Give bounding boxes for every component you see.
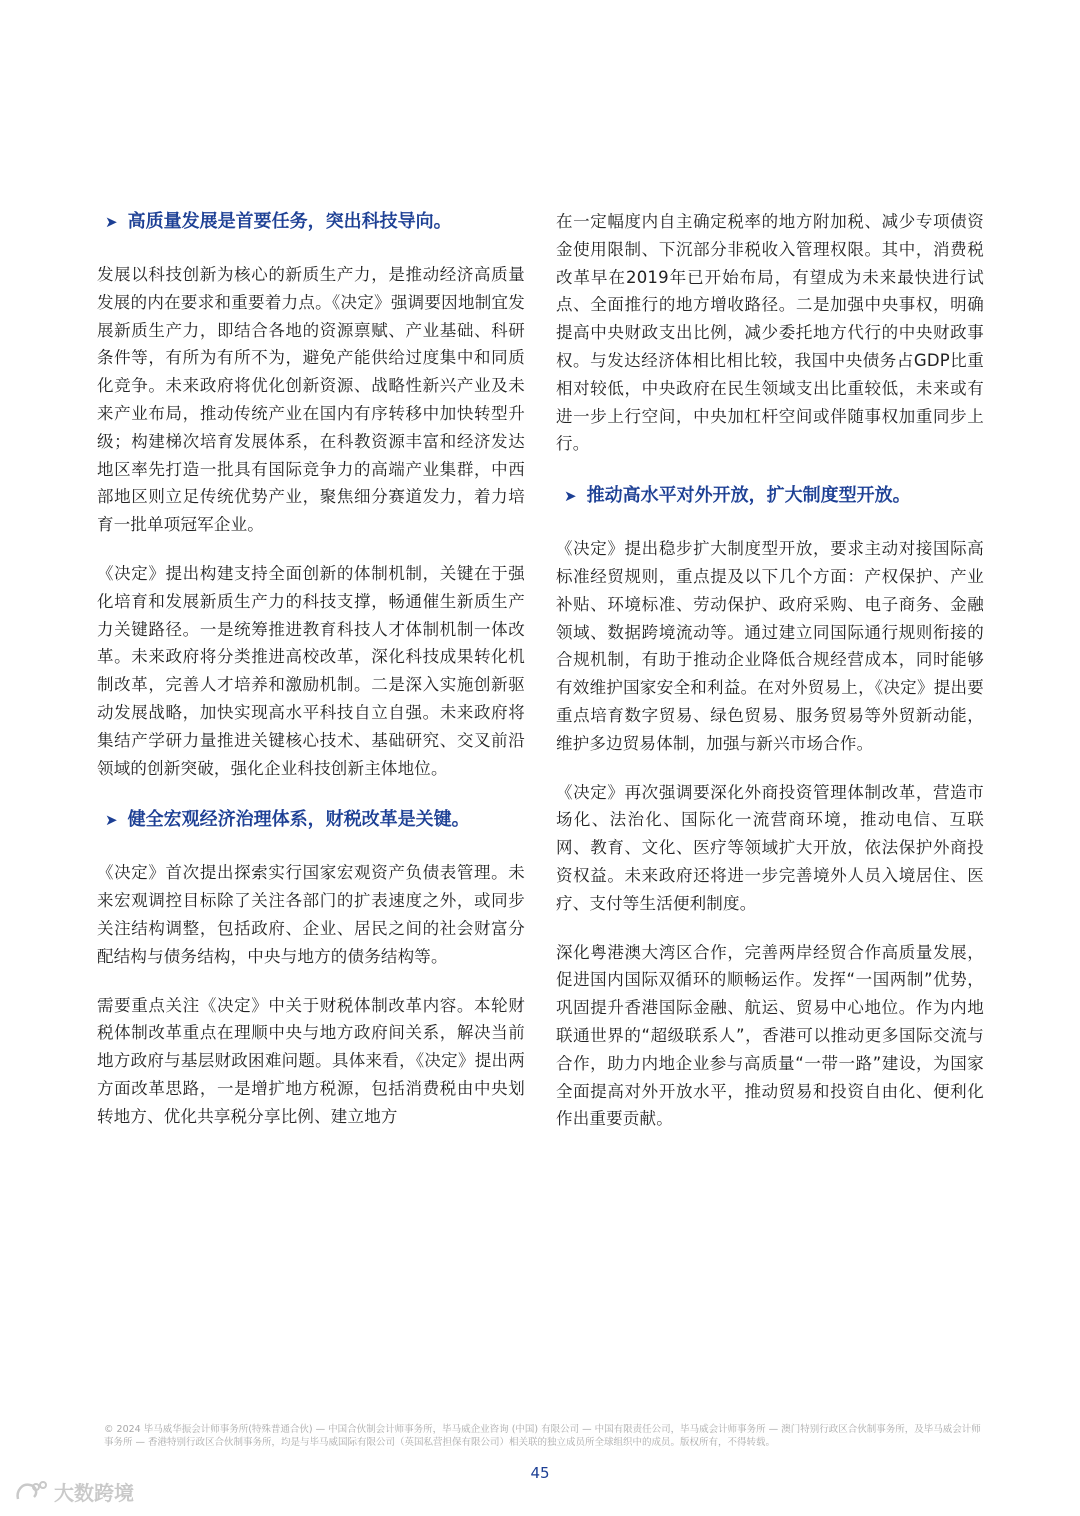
watermark — [14, 1477, 134, 1506]
chevron-right-icon: ➤ — [105, 213, 118, 231]
section-heading-macro-governance — [97, 803, 525, 837]
paragraph: 《决定》提出稳步扩大制度型开放，要求主动对接国际高标准经贸规则，重点提及以下几个方面：产权保护、产业补贴、环境标准、劳动保护、政府采购、电子商务、金融领域、数据跨境流动等。通过建立同国际通行规则衔接的合规机制，有助于推动企业降低合规经营成本，同时能够有效维护国家安全和利益。在对外贸易上，《决定》提出要重点培育数字贸易、绿色贸易、服务贸易等外贸新动能，维护多边贸易体制，加强与新兴市场合作。 — [556, 539, 984, 753]
heading-text: 健全宏观经济治理体系，财税改革是关键。 — [127, 809, 470, 831]
paragraph: 在一定幅度内自主确定税率的地方附加税、减少专项债资金使用限制、下沉部分非税收入管理权限。其中，消费税改革早在2019年已开始布局，有望成为未来最快进行试点、全面推行的地方增收路径。二是加强中央事权，明确提高中央财政支出比例，减少委托地方代行的中央财政事权。与发达经济体相比相比较，我国中央债务占GDP比重相对较低，中央政府在民生领域支出比重较低，未来或有进一步上行空间，中央加杠杆空间或伴随事权加重同步上行。 — [556, 212, 984, 454]
left-column — [97, 205, 525, 1152]
paragraph: 《决定》首次提出探索实行国家宏观资产负债表管理。未来宏观调控目标除了关注各部门的扩表速度之外，或同步关注结构调整，包括政府、企业、居民之间的社会财富分配结构与债务结构，中央与地方的债务结构等。 — [97, 863, 525, 966]
paragraph: 需要重点关注《决定》中关于财税体制改革内容。本轮财税体制改革重点在理顺中央与地方政府间关系，解决当前地方政府与基层财政困难问题。具体来看，《决定》提出两方面改革思路，一是增扩地方税源，包括消费税由中央划转地方、优化共享税分享比例、建立地方 — [97, 995, 525, 1126]
heading-text: 推动高水平对外开放，扩大制度型开放。 — [586, 485, 911, 507]
paragraph: 深化粤港澳大湾区合作，完善两岸经贸合作高质量发展，促进国内国际双循环的顺畅运作。发挥“一国两制”优势，巩固提升香港国际金融、航运、贸易中心地位。作为内地联通世界的“超级联系人”，香港可以推动更多国际交流与合作，助力内地企业参与高质量“一带一路”建设，为国家全面提高对外开放水平，推动贸易和投资自由化、便利化作出重要贡献。 — [556, 942, 984, 1129]
watermark-logo-icon — [14, 1479, 48, 1505]
right-column — [556, 208, 984, 1154]
paragraph: 发展以科技创新为核心的新质生产力，是推动经济高质量发展的内在要求和重要着力点。《决定》强调要因地制宜发展新质生产力，即结合各地的资源禀赋、产业基础、科研条件等，有所为有所不为，避免产能供给过度集中和同质化竞争。未来政府将优化创新资源、战略性新兴产业及未来产业布局，推动传统产业在国内有序转移中加快转型升级；构建梯次培育发展体系，在科教资源丰富和经济发达地区率先打造一批具有国际竞争力的高端产业集群，中西部地区则立足传统优势产业，聚焦细分赛道发力，着力培育一批单项冠军企业。 — [97, 265, 525, 535]
page-number: 45 — [530, 1464, 550, 1482]
watermark-text: 大数跨境 — [54, 1481, 134, 1505]
paragraph: 《决定》再次强调要深化外商投资管理体制改革，营造市场化、法治化、国际化一流营商环境，推动电信、互联网、教育、文化、医疗等领域扩大开放，依法保护外商投资权益。未来政府还将进一步完善境外人员入境居住、医疗、支付等生活便利制度。 — [556, 782, 984, 913]
section-heading-high-quality-development — [97, 205, 525, 239]
chevron-right-icon: ➤ — [105, 811, 118, 830]
chevron-right-icon: ➤ — [564, 487, 577, 506]
heading-text: 高质量发展是首要任务，突出科技导向。 — [127, 211, 452, 232]
section-heading-opening-up — [556, 479, 984, 513]
copyright-note: © 2024 毕马威华振会计师事务所(特殊普通合伙) — 中国合伙制会计师事务所，毕马威企业咨询 (中国) 有限公司 — 中国有限责任公司，毕马威会计师事务所 — 澳门特别行政区合伙制事务所，及毕马威会计师事务所 — 香港特别行政区合伙制事务所，均是与毕马威国际有限公司（英国私营担保有限公司）相关联的独立成员所全球组织中的成员。版权所有，不得转载。 — [104, 1424, 981, 1448]
paragraph: 《决定》提出构建支持全面创新的体制机制，关键在于强化培育和发展新质生产力的科技支撑，畅通催生新质生产力关键路径。一是统筹推进教育科技人才体制机制一体改革。未来政府将分类推进高校改革，深化科技成果转化机制改革，完善人才培养和激励机制。二是深入实施创新驱动发展战略，加快实现高水平科技自立自强。未来政府将集结产学研力量推进关键核心技术、基础研究、交叉前沿领域的创新突破，强化企业科技创新主体地位。 — [97, 563, 525, 778]
